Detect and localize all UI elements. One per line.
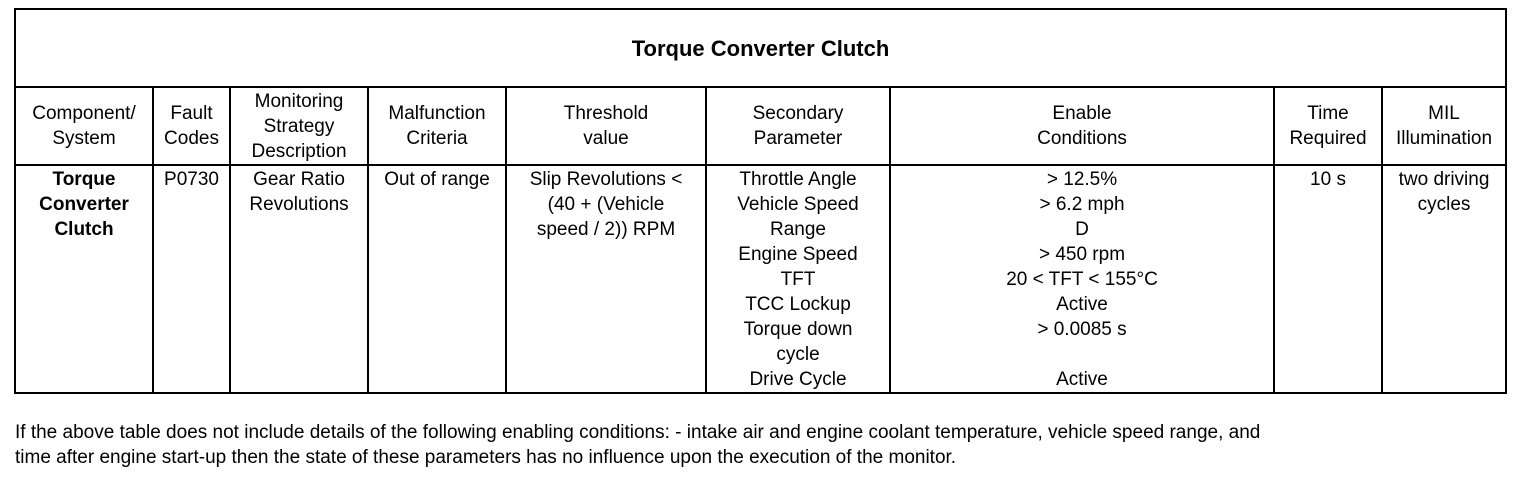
header-row [15,87,1506,165]
header-time-required: Time Required [1274,87,1382,165]
header-fault-codes: Fault Codes [153,87,230,165]
cell-strategy: Gear Ratio Revolutions [230,165,368,393]
header-malfunction-criteria: Malfunction Criteria [368,87,506,165]
cell-fault-code: P0730 [153,165,230,393]
header-secondary-parameter: Secondary Parameter [706,87,890,165]
monitor-table [14,8,1507,394]
header-component: Component/ System [15,87,153,165]
header-enable-conditions: Enable Conditions [890,87,1274,165]
header-mil-illumination: MIL Illumination [1382,87,1506,165]
cell-enable-conditions: > 12.5% > 6.2 mph D > 450 rpm 20 < TFT < 155°C Active > 0.0085 s Active [890,165,1274,393]
cell-criteria: Out of range [368,165,506,393]
table-title: Torque Converter Clutch [15,9,1506,87]
header-monitoring-strategy: Monitoring Strategy Description [230,87,368,165]
monitor-table-container [14,8,1505,394]
cell-time-required: 10 s [1274,165,1382,393]
footnote-line-2: time after engine start-up then the state of these parameters has no influence upon the execution of the monitor. [15,447,957,468]
table-row [15,165,1506,393]
cell-mil-illumination: two driving cycles [1382,165,1506,393]
footnote-line-1: If the above table does not include details of the following enabling conditions: - intake air and engine coolant temperature, vehicle speed range, and [15,422,1261,443]
cell-threshold: Slip Revolutions < (40 + (Vehicle speed / 2)) RPM [506,165,706,393]
cell-component: Torque Converter Clutch [15,165,153,393]
cell-secondary-parameters: Throttle Angle Vehicle Speed Range Engine Speed TFT TCC Lockup Torque down cycle Drive Cycle [706,165,890,393]
footnote [15,420,1485,470]
header-threshold: Threshold value [506,87,706,165]
